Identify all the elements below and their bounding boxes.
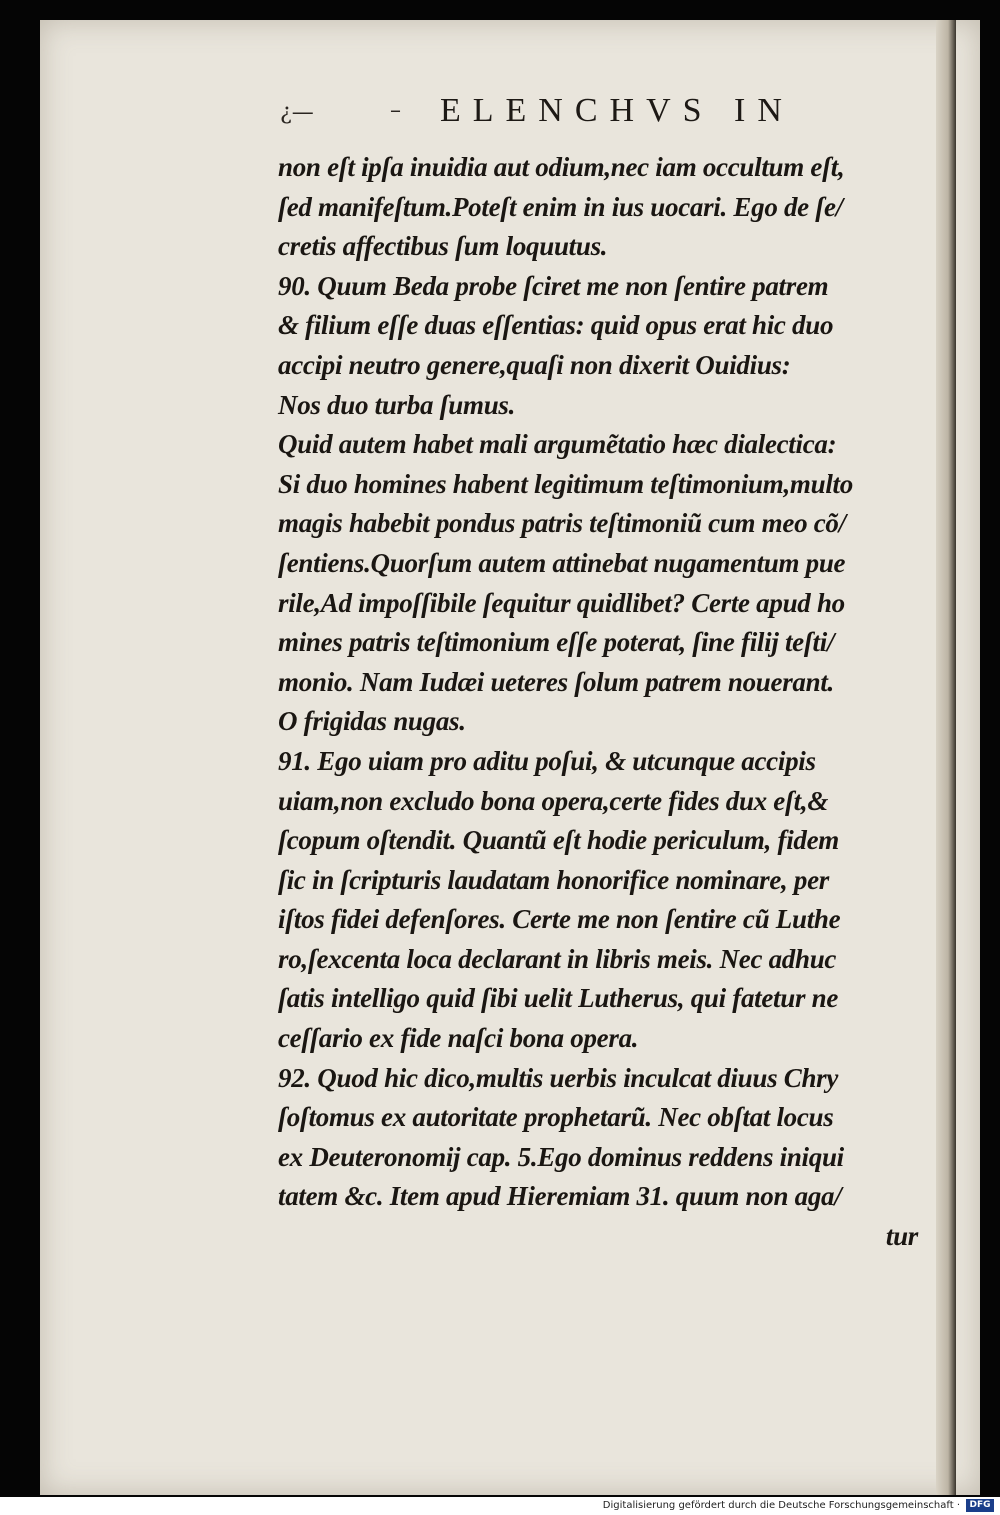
text-line: ex Deuteronomij cap. 5.Ego dominus reddens iniqui: [278, 1141, 844, 1172]
text-line: non eſt ipſa inuidia aut odium,nec iam occultum eſt,: [278, 152, 845, 182]
text-line: magis habebit pondus patris teſtimoniũ cum meo cõ/: [278, 508, 846, 539]
catchword: tur: [885, 1221, 918, 1252]
text-line: uiam,non excludo bona opera,certe fides dux eſt,&: [278, 785, 829, 816]
text-line: monio. Nam Iudæi ueteres ſolum patrem nouerant.: [278, 666, 834, 697]
dfg-logo: DFG: [966, 1499, 994, 1512]
text-line: Nos duo turba ſumus.: [278, 389, 516, 420]
text-line: 92. Quod hic dico,multis uerbis inculcat diuus Chry: [278, 1062, 839, 1093]
text-line: O frigidas nugas.: [278, 706, 466, 737]
funding-credit: Digitalisierung gefördert durch die Deutsche Forschungsgemeinschaft ·: [602, 1500, 960, 1511]
text-line: accipi neutro genere,quaſi non dixerit Ouidius:: [278, 349, 791, 380]
page-edge: [936, 20, 956, 1495]
text-line: ſoſtomus ex autoritate prophetarũ. Nec obſtat locus: [278, 1102, 834, 1133]
text-line: ſcopum oſtendit. Quantũ eſt hodie periculum, fidem: [278, 825, 840, 856]
text-line: rile,Ad impoſſibile ſequitur quidlibet? Certe apud ho: [278, 587, 845, 618]
text-line: 91. Ego uiam pro aditu poſui, & utcunque accipis: [278, 745, 816, 776]
text-line: Si duo homines habent legitimum teſtimonium,multo: [278, 468, 853, 499]
running-title: ELENCHVS IN: [440, 92, 794, 129]
text-line: iſtos fidei defenſores. Certe me non ſentire cũ Luthe: [278, 904, 841, 935]
text-line: ſentiens.Quorſum autem attinebat nugamentum pue: [278, 547, 846, 578]
text-line: ſed manifeſtum.Poteſt enim in ius uocari. Ego de ſe/: [278, 191, 843, 222]
text-line: & filium eſſe duas eſſentias: quid opus erat hic duo: [278, 310, 834, 341]
text-line: tatem &c. Item apud Hieremiam 31. quum non aga/: [278, 1181, 842, 1212]
text-line: cretis affectibus ſum loquutus.: [278, 231, 608, 262]
text-line: ceſſario ex fide naſci bona opera.: [278, 1023, 639, 1054]
text-line: ro,ſexcenta loca declarant in libris meis. Nec adhuc: [278, 943, 837, 974]
folio-mark: ¿—: [280, 100, 314, 125]
text-line: 90. Quum Beda probe ſciret me non ſentire patrem: [278, 270, 829, 301]
text-line: ſic in ſcripturis laudatam honorifice nominare, per: [278, 864, 830, 895]
text-line: Quid autem habet mali argumẽtatio hæc dialectica:: [278, 429, 837, 460]
running-head: [240, 92, 800, 142]
text-line: mines patris teſtimonium eſſe poterat, ſine filij teſti/: [278, 627, 835, 658]
body-text: [278, 148, 928, 1257]
text-line: ſatis intelligo quid ſibi uelit Lutherus, qui fatetur ne: [278, 983, 839, 1014]
head-dash: –: [390, 98, 401, 123]
